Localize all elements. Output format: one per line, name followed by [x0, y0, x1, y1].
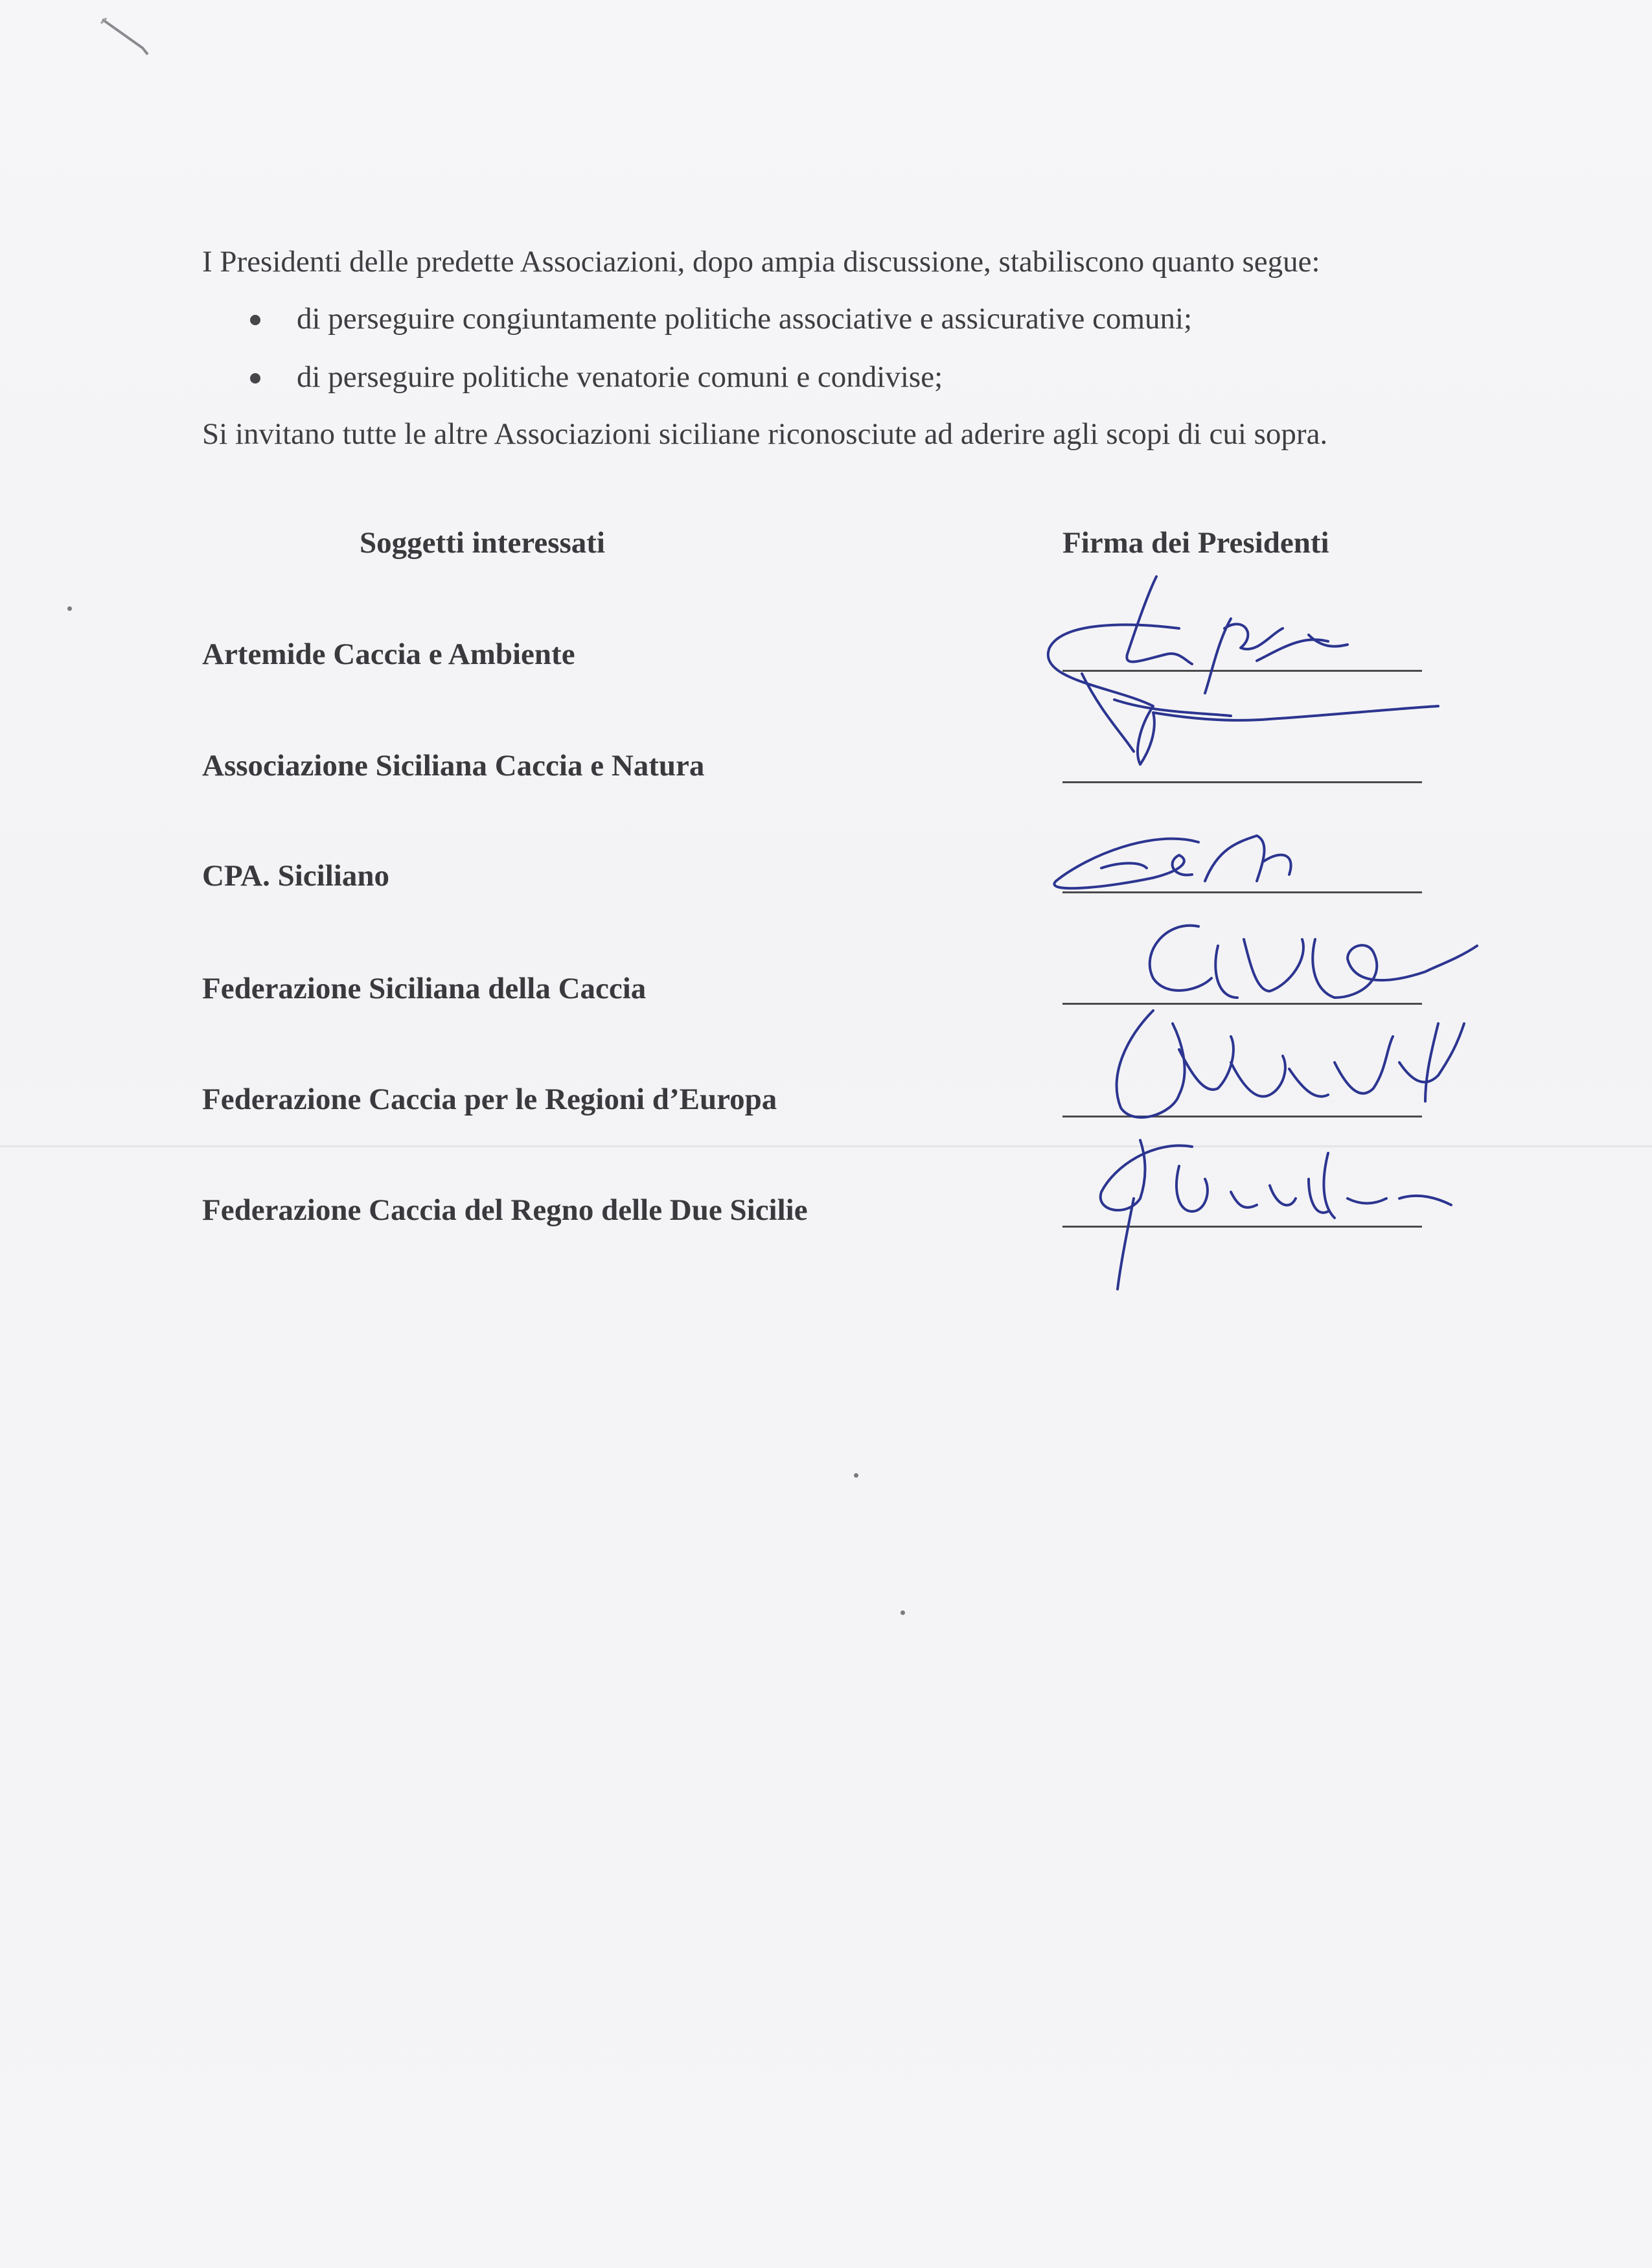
intro-paragraph: I Presidenti delle predette Associazioni, dopo ampia discussione, stabiliscono quanto segue: — [202, 245, 1320, 279]
list-item-text: di perseguire congiuntamente politiche associative e assicurative comuni; — [297, 302, 1193, 336]
paper-speck — [67, 606, 72, 611]
signatures-heading: Firma dei Presidenti — [1062, 526, 1329, 560]
handwritten-signatures — [985, 557, 1542, 1302]
association-name: Federazione Caccia per le Regioni d’Europa — [202, 1082, 777, 1116]
association-name: Federazione Siciliana della Caccia — [202, 972, 647, 1005]
paper-speck — [901, 1610, 905, 1615]
signature-5 — [1117, 1011, 1464, 1117]
signature-6 — [1101, 1140, 1451, 1289]
association-name: Associazione Siciliana Caccia e Natura — [202, 749, 705, 783]
association-name: Artemide Caccia e Ambiente — [202, 637, 575, 671]
bullet-icon — [250, 315, 260, 325]
bullet-icon — [250, 373, 260, 384]
paper-speck — [854, 1473, 858, 1478]
associations-heading: Soggetti interessati — [360, 526, 605, 560]
signature-3 — [1054, 836, 1291, 888]
signature-1 — [1127, 577, 1348, 693]
list-item-text: di perseguire politiche venatorie comuni e condivise; — [297, 360, 943, 394]
staple-mark-icon — [97, 14, 155, 60]
association-name: CPA. Siciliano — [202, 859, 389, 893]
closing-paragraph: Si invitano tutte le altre Associazioni siciliane riconosciute ad aderire agli scopi di cui sopra. — [202, 417, 1328, 451]
association-name: Federazione Caccia del Regno delle Due Sicilie — [202, 1193, 808, 1227]
signature-4 — [1150, 926, 1477, 998]
